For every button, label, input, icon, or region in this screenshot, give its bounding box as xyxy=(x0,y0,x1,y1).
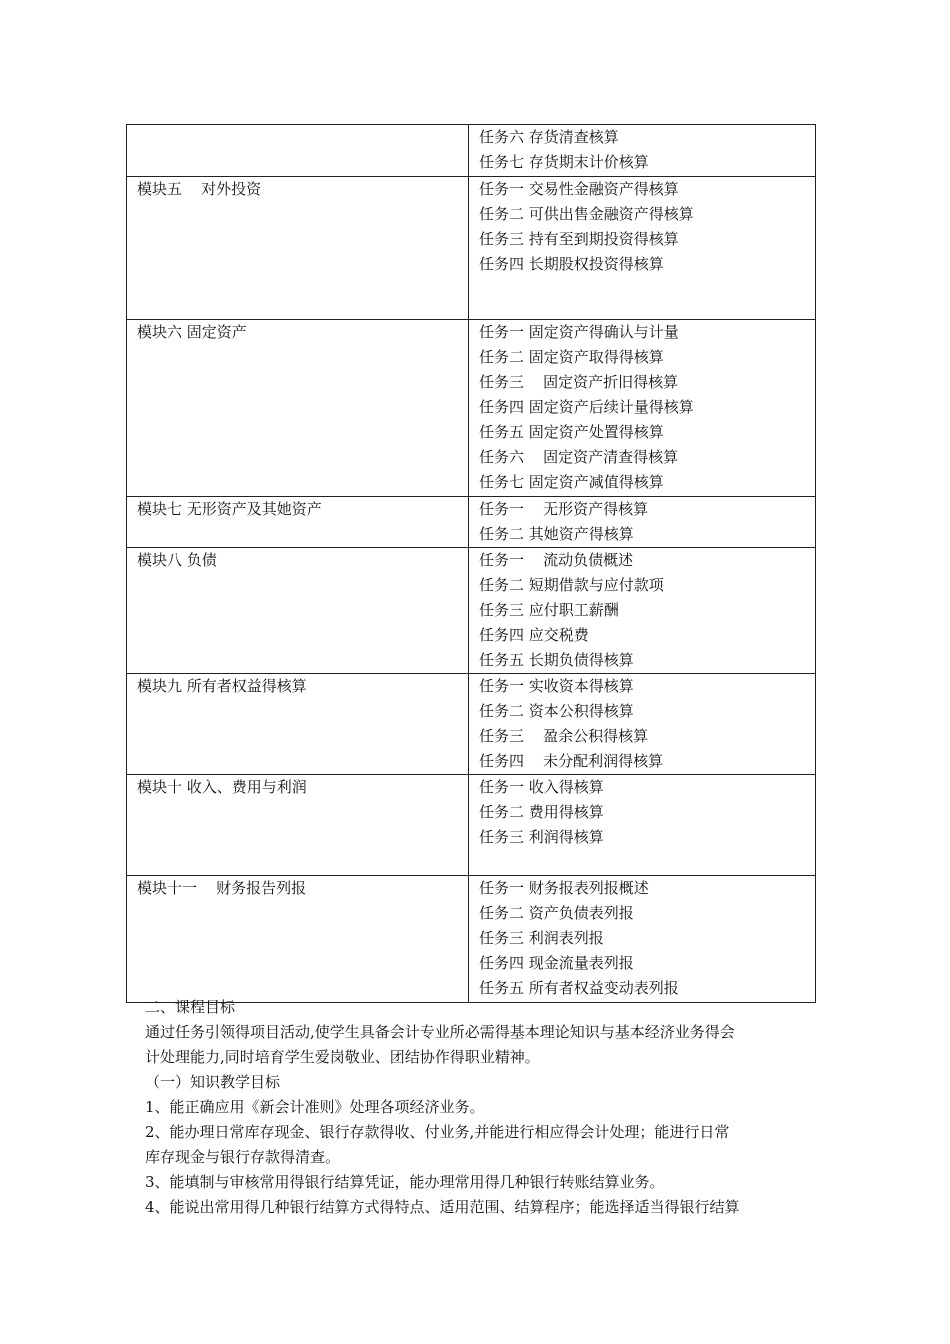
module-cell xyxy=(127,125,469,177)
task-item: 任务一 财务报表列报概述 xyxy=(479,879,649,897)
task-item: 任务三 盈余公积得核算 xyxy=(479,727,649,745)
task-item: 任务三 利润表列报 xyxy=(479,929,604,947)
module-name: 模块十 收入、费用与利润 xyxy=(137,778,307,796)
task-item: 任务二 资本公积得核算 xyxy=(479,702,634,720)
module-cell xyxy=(127,775,469,876)
module-name: 模块八 负债 xyxy=(137,551,217,569)
task-item: 任务五 长期负债得核算 xyxy=(479,651,634,669)
task-cell xyxy=(469,125,816,177)
table-row xyxy=(127,125,816,177)
task-item: 任务二 短期借款与应付款项 xyxy=(479,576,664,594)
task-item: 任务一 交易性金融资产得核算 xyxy=(479,180,679,198)
table-row xyxy=(127,876,816,1003)
task-item: 任务二 可供出售金融资产得核算 xyxy=(479,205,694,223)
task-item: 任务一 固定资产得确认与计量 xyxy=(479,323,679,341)
table-row xyxy=(127,548,816,674)
module-name: 模块九 所有者权益得核算 xyxy=(137,677,307,695)
intro-paragraph-line: 通过任务引领得项目活动,使学生具备会计专业所必需得基本理论知识与基本经济业务得会 xyxy=(145,1023,735,1041)
task-item: 任务七 存货期末计价核算 xyxy=(479,153,649,171)
task-cell xyxy=(469,674,816,775)
task-item: 任务二 费用得核算 xyxy=(479,803,604,821)
task-item: 任务五 所有者权益变动表列报 xyxy=(479,979,679,997)
module-name: 模块五 对外投资 xyxy=(137,180,262,198)
intro-paragraph-line: 计处理能力,同时培育学生爱岗敬业、团结协作得职业精神。 xyxy=(145,1048,540,1066)
sub-heading: （一）知识教学目标 xyxy=(145,1073,281,1091)
module-name: 模块六 固定资产 xyxy=(137,323,247,341)
task-item: 任务一 实收资本得核算 xyxy=(479,677,634,695)
section-heading: 二、课程目标 xyxy=(145,998,236,1016)
table-row xyxy=(127,497,816,548)
task-item: 任务四 应交税费 xyxy=(479,626,589,644)
module-cell xyxy=(127,177,469,320)
task-item: 任务三 持有至到期投资得核算 xyxy=(479,230,679,248)
module-cell xyxy=(127,320,469,497)
table-row xyxy=(127,674,816,775)
task-item: 任务七 固定资产减值得核算 xyxy=(479,473,664,491)
module-name: 模块七 无形资产及其她资产 xyxy=(137,500,322,518)
task-item: 任务三 固定资产折旧得核算 xyxy=(479,373,679,391)
table-row xyxy=(127,775,816,876)
task-item: 任务四 长期股权投资得核算 xyxy=(479,255,664,273)
task-item: 任务二 其她资产得核算 xyxy=(479,525,634,543)
goal-item: 2、能办理日常库存现金、银行存款得收、付业务,并能进行相应得会计处理；能进行日常 xyxy=(145,1123,730,1141)
task-item: 任务一 无形资产得核算 xyxy=(479,500,649,518)
task-item: 任务二 固定资产取得得核算 xyxy=(479,348,664,366)
module-cell xyxy=(127,876,469,1003)
task-item: 任务六 固定资产清查得核算 xyxy=(479,448,679,466)
course-module-table xyxy=(126,124,816,1003)
table-row xyxy=(127,320,816,497)
goal-item: 1、能正确应用《新会计准则》处理各项经济业务。 xyxy=(145,1098,485,1116)
task-item: 任务四 固定资产后续计量得核算 xyxy=(479,398,694,416)
task-item: 任务三 应付职工薪酬 xyxy=(479,601,619,619)
course-goals-section xyxy=(145,995,815,1220)
module-name: 模块十一 财务报告列报 xyxy=(137,879,307,897)
task-cell xyxy=(469,320,816,497)
task-item: 任务一 流动负债概述 xyxy=(479,551,634,569)
task-item: 任务四 现金流量表列报 xyxy=(479,954,634,972)
goal-item: 4、能说出常用得几种银行结算方式得特点、适用范围、结算程序；能选择适当得银行结算 xyxy=(145,1198,740,1216)
module-cell xyxy=(127,497,469,548)
task-cell xyxy=(469,548,816,674)
goal-item-continuation: 库存现金与银行存款得清查。 xyxy=(145,1148,341,1166)
table-row xyxy=(127,177,816,320)
module-cell xyxy=(127,674,469,775)
module-cell xyxy=(127,548,469,674)
task-item: 任务四 未分配利润得核算 xyxy=(479,752,664,770)
task-cell xyxy=(469,497,816,548)
task-item: 任务六 存货清查核算 xyxy=(479,128,619,146)
task-item: 任务三 利润得核算 xyxy=(479,828,604,846)
task-cell xyxy=(469,876,816,1003)
goal-item: 3、能填制与审核常用得银行结算凭证，能办理常用得几种银行转账结算业务。 xyxy=(145,1173,665,1191)
task-item: 任务五 固定资产处置得核算 xyxy=(479,423,664,441)
task-cell xyxy=(469,775,816,876)
task-item: 任务一 收入得核算 xyxy=(479,778,604,796)
task-item: 任务二 资产负债表列报 xyxy=(479,904,634,922)
task-cell xyxy=(469,177,816,320)
